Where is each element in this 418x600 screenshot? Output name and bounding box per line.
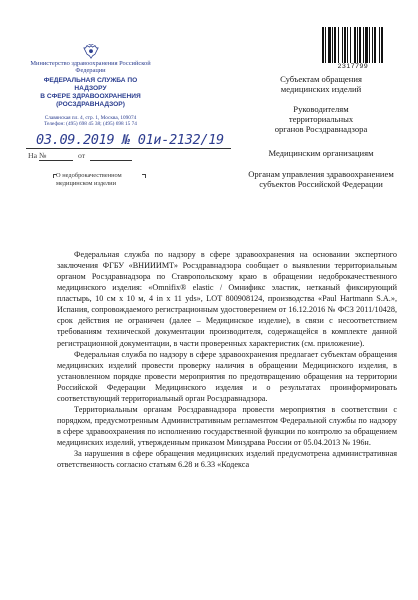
body-paragraph: Федеральная служба по надзору в сфере здравоохранения предлагает субъектам обращения медицинских изделий провести проверку наличия в обращении Медицинского изделия, в установленном порядке провести мероприятия по предотвращению обращения на территории Российской Федерации Медицинского изделия и о результатах проинформировать соответствующий территориальный орган Росздравнадзора. bbox=[57, 349, 397, 403]
barcode-bar bbox=[365, 27, 368, 63]
barcode-bar bbox=[334, 27, 336, 63]
barcode-bar bbox=[354, 27, 356, 63]
ministry-name: Министерство здравоохранения Российской Федерации bbox=[30, 60, 151, 75]
recipient-line: Органам управления здравоохранением bbox=[248, 169, 394, 179]
recipient-line: органов Росздравнадзора bbox=[274, 123, 368, 134]
barcode-bar bbox=[363, 27, 364, 63]
coat-of-arms-icon bbox=[83, 44, 99, 59]
barcode-bar bbox=[332, 27, 333, 63]
barcode-bar bbox=[379, 27, 380, 63]
barcode-bar bbox=[325, 27, 326, 63]
barcode-bar bbox=[369, 27, 370, 63]
reference-number-blank bbox=[39, 160, 73, 161]
subject-corner-right bbox=[142, 174, 146, 178]
body-paragraph: За нарушения в сфере обращения медицинских изделий предусмотрена административная ответственность согласно статьям 6.28 и 6.33 «Кодекса bbox=[57, 449, 397, 470]
barcode-bar bbox=[338, 27, 339, 63]
subject-corner-left bbox=[53, 174, 57, 178]
recipient-line: субъектов Российской Федерации bbox=[259, 178, 383, 189]
letterhead bbox=[28, 44, 153, 127]
phone-line: Телефон: (495) 698 45 38; (495) 698 15 74 bbox=[44, 121, 137, 127]
barcode-bar bbox=[372, 27, 373, 63]
subject-line: медицинском изделии bbox=[56, 179, 117, 187]
body-paragraph: Территориальным органам Росздравнадзора провести мероприятия в соответствии с порядком, предусмотренным Административным регламентом Федеральной службы по надзору в сфере здравоохранения по исполнению государственной функции по контролю за обращением медицинских изделий, утвержденным приказом Минздрава России от 05.04.2013 № 196н. bbox=[57, 404, 397, 448]
barcode-bar bbox=[347, 27, 348, 63]
letter-body bbox=[57, 249, 397, 470]
recipient-line: территориальных bbox=[288, 113, 354, 124]
recipient-line: медицинских изделий bbox=[280, 83, 362, 94]
reference-date-label: от bbox=[78, 151, 86, 160]
barcode-bars bbox=[322, 27, 384, 63]
handwritten-date-number: 03.09.2019 № 01и-2132/19 bbox=[36, 132, 224, 148]
barcode-bar bbox=[342, 27, 343, 63]
barcode-bar bbox=[322, 27, 324, 63]
address-line: Славянская пл. 4, стр. 1, Москва, 109074 bbox=[44, 114, 137, 121]
body-paragraph: Федеральная служба по надзору в сфере здравоохранения на основании экспертного заключения ФГБУ «ВНИИИМТ» Росздравнадзора сообщает о выявлении территориальным органом Росздравнадзора по Ставропольскому краю в обращении недоброкачественного медицинского изделия: «Omnifix® elastic / Омнификс эластик, нетканый фиксирующий пластырь, 10 см x 10 м, 4 in x 11 yds», LOT 800908124, производства «Paul Hartmann S.A.», Испания, сопровождаемого регистрационным удостоверением от 16.12.2016 № ФСЗ 2011/10428, срок действия не ограничен (далее – Медицинское изделие), в связи с несоответствием требованиям технической документации производителя, содержащейся в комплекте данной регистрационной документации, в части проверенных характеристик (см. приложение). bbox=[57, 250, 397, 348]
reference-date-blank bbox=[90, 160, 132, 161]
reference-line bbox=[28, 151, 132, 160]
subject-line: О недоброкачественном bbox=[56, 172, 122, 179]
barcode-bar bbox=[359, 27, 361, 63]
barcode-bar bbox=[350, 27, 351, 63]
agency-name bbox=[28, 77, 153, 108]
registration-underline bbox=[26, 148, 231, 149]
agency-name-line: ФЕДЕРАЛЬНАЯ СЛУЖБА ПО НАДЗОРУ bbox=[43, 77, 138, 93]
reference-number-label: На № bbox=[28, 151, 47, 160]
letter-subject bbox=[56, 172, 146, 187]
barcode-bar bbox=[344, 27, 346, 63]
recipient-block bbox=[246, 75, 396, 95]
recipient-line: Медицинским организациям bbox=[268, 148, 374, 158]
agency-name-line: В СФЕРЕ ЗДРАВООХРАНЕНИЯ bbox=[40, 93, 141, 100]
recipient-block bbox=[246, 170, 396, 190]
recipient-block bbox=[246, 105, 396, 134]
recipient-line: Руководителям bbox=[293, 104, 349, 114]
recipient-line: Субъектам обращения bbox=[280, 74, 362, 84]
agency-name-line: (РОСЗДРАВНАДЗОР) bbox=[56, 100, 125, 108]
barcode bbox=[322, 27, 384, 71]
barcode-bar bbox=[381, 27, 383, 63]
barcode-bar bbox=[328, 27, 331, 63]
barcode-bar bbox=[374, 27, 376, 63]
barcode-number: 2317799 bbox=[337, 63, 369, 70]
recipient-block bbox=[246, 149, 396, 159]
agency-address bbox=[28, 115, 153, 128]
barcode-bar bbox=[357, 27, 358, 63]
